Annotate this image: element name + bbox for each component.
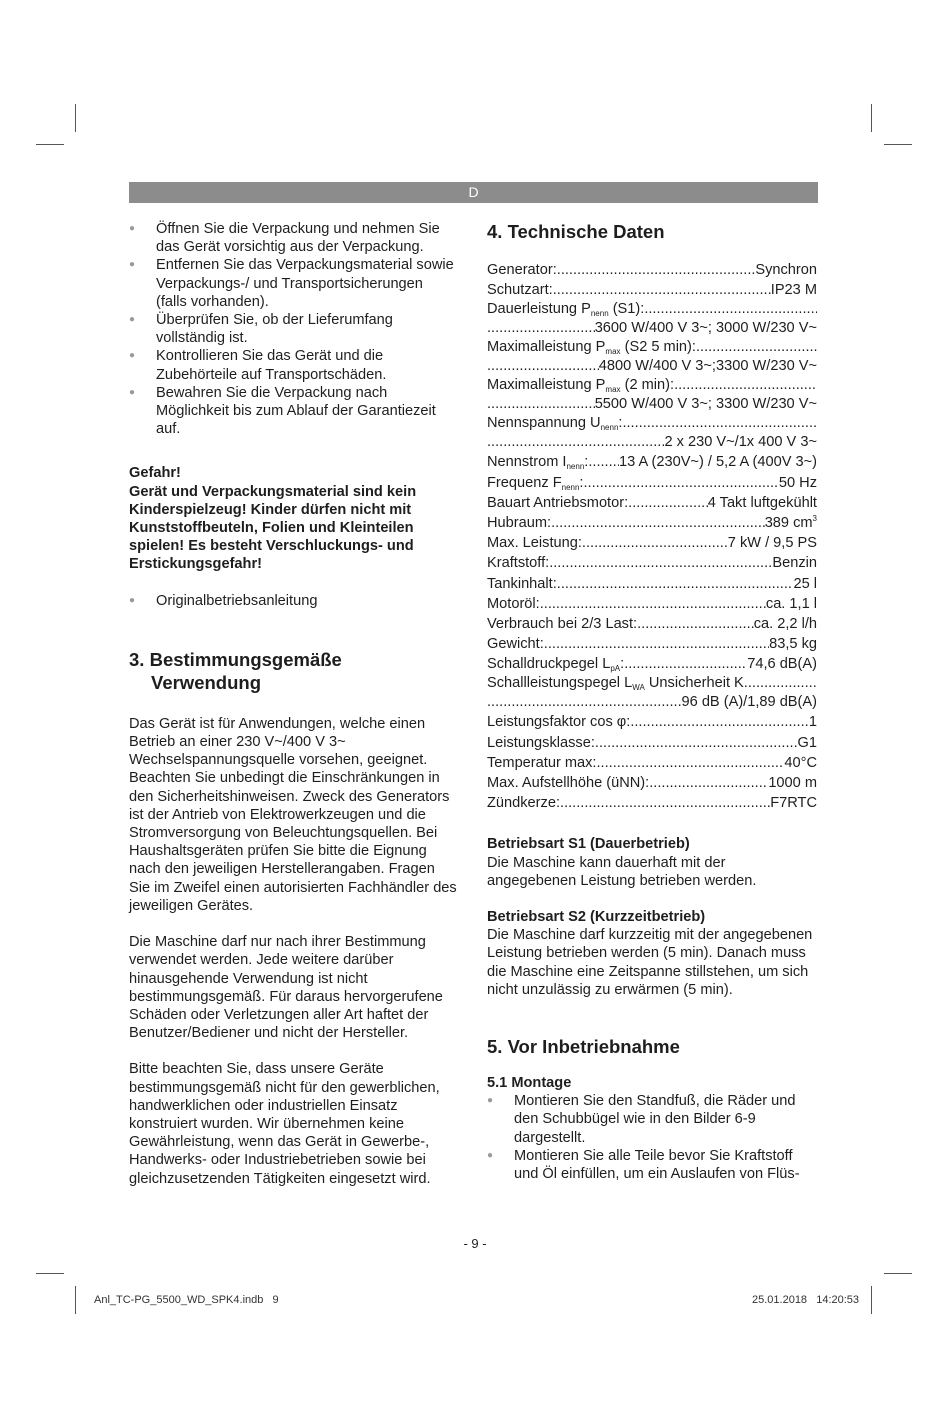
spec-row [487,793,817,813]
crop-mark [871,104,872,132]
spec-value: F7RTC [770,795,817,812]
list-item: ● Bewahren Sie die Verpackung nach Möglichkeit bis zum Ablauf der Garantiezeit auf. [129,384,457,439]
spec-value: 2 x 230 V~/1x 400 V 3~ [664,434,817,451]
spec-row [487,712,817,732]
spec-row [487,473,817,493]
spec-row [487,594,817,614]
paragraph: Bitte beachten Sie, dass unsere Geräte bestimmungsgemäß nicht für den gewerblichen, handwerklichen oder industriellen Einsatz konstruiert wurden. Wir übernehmen keine Gewährleistung, wenn das Gerät in Gewerbe-, Handwerks- oder Industriebetrieben sowie bei gleichzusetzenden Tätigkeiten eingesetzt wird. [129,1061,440,1187]
spec-label: Temperatur max: [487,754,597,771]
spec-row [487,773,817,793]
warning-text: Gerät und Verpackungsmaterial sind kein Kinderspielzeug! Kinder dürfen nicht mit Kunststoffbeuteln, Folien und Kleinteilen spielen! Es besteht Verschluckungs- und Erstickungsgefahr! [129,483,417,573]
spec-value: 3600 W/400 V 3~; 3000 W/230 V~ [594,320,817,337]
language-bar: D [129,182,818,203]
spec-label: Maximalleistung $P_{max}$ (S2 5 min): [487,339,696,357]
spec-row [487,300,817,338]
mode-s1-text: Die Maschine kann dauerhaft mit der angegebenen Leistung betrieben werden. [487,854,757,889]
montage-list [487,1092,817,1183]
spec-value: 5500 W/400 V 3~; 3300 W/230 V~ [594,396,817,413]
spec-row [487,634,817,654]
spec-row [487,513,817,533]
spec-value: G1 [797,734,817,751]
spec-value: 4800 W/400 V 3~;3300 W/230 V~ [598,358,817,375]
spec-value: 40°C [784,754,817,771]
spec-label: Tankinhalt: [487,575,557,592]
spec-table [487,260,817,813]
spec-row [487,533,817,553]
spec-value: Benzin [772,555,817,572]
footer-datetime: 25.01.2018 14:20:53 [752,1294,860,1306]
spec-row [487,280,817,300]
crop-mark [75,1286,76,1314]
crop-mark [36,1273,64,1274]
crop-mark [75,104,76,132]
spec-label: Gewicht: [487,636,544,653]
spec-label: Hubraum: [487,514,552,531]
section-title: Bestimmungsgemäße [149,648,342,670]
spec-value: Synchron [755,262,817,278]
section-3-heading [129,648,457,694]
spec-value: 74,6 dB(A) [747,656,817,673]
spec-row [487,674,817,712]
crop-mark [36,144,64,145]
left-column [129,220,457,1188]
list-item: ● Montieren Sie den Standfuß, die Räder und den Schubbügel wie in den Bilder 6-9 dargestellt. [487,1092,817,1147]
spec-row [487,338,817,376]
montage-title: 5.1 Montage [487,1075,572,1091]
crop-mark [871,1286,872,1314]
crop-mark [884,1273,912,1274]
spec-label: Motoröl: [487,595,540,612]
spec-value: ca. 1,1 l [765,595,817,612]
spec-value: IP23 M [770,282,817,299]
spec-label: Max. Leistung: [487,535,582,552]
spec-row [487,493,817,513]
spec-row [487,654,817,674]
list-item: ● Öffnen Sie die Verpackung und nehmen Sie das Gerät vorsichtig aus der Verpackung. [129,220,457,256]
spec-label: Leistungsklasse: [487,734,595,751]
spec-row [487,733,817,753]
spec-label: Verbrauch bei 2/3 Last: [487,615,638,632]
page-number: - 9 - [463,1236,487,1251]
spec-label: Nennspannung $U_{nenn}$: [487,415,623,433]
spec-label: Schutzart: [487,282,553,299]
spec-row [487,376,817,414]
spec-label: Max. Aufstellhöhe (üNN): [487,775,650,791]
spec-label: Maximalleistung $P_{max}$ (2 min): [487,377,675,395]
spec-value: 389 $cm^3$ [764,513,817,531]
spec-row [487,260,817,280]
footer-file: Anl_TC-PG_5500_WD_SPK4.indb 9 [94,1294,279,1306]
spec-label: Frequenz $F_{nenn}$: [487,474,584,492]
spec-label: Nennstrom $I_{nenn}$: [487,454,589,472]
spec-value: 25 l [793,575,817,592]
spec-row [487,553,817,573]
paragraph: Das Gerät ist für Anwendungen, welche einen Betrieb an einer 230 V~/400 V 3~ Wechselspannungsquelle vorsehen, geeignet. Beachten Sie unbedingt die Einschränkungen in den Sicherheitshinweisen. Zweck des Generators ist der Antrieb von Elektrowerkzeugen und die Stromversorgung von Beleuchtungsquellen. Bei Haushaltsgeräten prüfen Sie bitte die Eignung nach den jeweiligen Herstellerangaben. Fragen Sie im Zweifel einen autorisierten Fachhändler des jeweiligen Gerätes. [129,715,457,914]
spec-label: Schalldruckpegel $L_{pA}$: [487,656,625,674]
right-column [487,220,817,1183]
spec-value: 1 [808,714,817,731]
list-item: ● Kontrollieren Sie das Gerät und die Zubehörteile auf Transportschäden. [129,347,457,383]
list-item: ● Originalbetriebsanleitung [129,592,457,610]
section-4-heading: 4. Technische Daten [487,221,665,242]
spec-value: ca. 2,2 l/h [753,615,817,632]
section-5-heading: 5. Vor Inbetriebnahme [487,1036,680,1057]
crop-mark [884,144,912,145]
spec-value: 13 A (230V~) / 5,2 A (400V 3~) [619,454,817,471]
spec-label: Bauart Antriebsmotor: [487,494,629,511]
list-item: ● Entfernen Sie das Verpackungsmaterial sowie Verpackungs-/ und Transportsicherungen (falls vorhanden). [129,256,457,311]
spec-label: Dauerleistung $P_{nenn}$ (S1): [487,301,645,319]
spec-label: Generator: [487,262,557,278]
unpack-list [129,220,457,438]
spec-row [487,414,817,452]
spec-value: 4 Takt luftgekühlt [707,494,817,511]
spec-row [487,753,817,773]
spec-value: 7 kW / 9,5 PS [727,535,817,552]
section-title-cont: Verwendung [151,671,261,693]
manual-list [129,592,457,610]
mode-s1-title: Betriebsart S1 (Dauerbetrieb) [487,836,690,853]
list-item: ● Montieren Sie alle Teile bevor Sie Kraftstoff und Öl einfüllen, um ein Auslaufen von Flüs- [487,1147,817,1183]
spec-row [487,574,817,594]
spec-label: Schallleistungspegel $L_{WA}$ Unsicherheit K [487,675,744,693]
list-item: ● Überprüfen Sie, ob der Lieferumfang vollständig ist. [129,311,457,347]
mode-s2-text: Die Maschine darf kurzzeitig mit der angegebenen Leistung betrieben werden (5 min). Danach muss die Maschine eine Zeitspanne stillstehen, um sich nicht unzulässig zu erwärmen (5 min). [487,927,813,998]
spec-label: Kraftstoff: [487,555,550,572]
mode-s2-title: Betriebsart S2 (Kurzzeitbetrieb) [487,908,706,925]
spec-label: Leistungsfaktor cos φ: [487,714,631,731]
spec-value: 50 Hz [778,474,817,491]
spec-row [487,614,817,634]
paragraph: Die Maschine darf nur nach ihrer Bestimmung verwendet werden. Jede weitere darüber hinausgehende Verwendung ist nicht bestimmungsgemäß. Für daraus hervorgerufene Schäden oder Verletzungen aller Art haftet der Benutzer/Bediener und nicht der Hersteller. [129,934,443,1042]
spec-row [487,452,817,472]
spec-value: 96 dB (A)/1,89 dB(A) [681,694,817,711]
section-number: 3. [129,648,145,670]
warning-title: Gefahr! [129,465,181,482]
spec-value: 83,5 kg [769,636,817,653]
spec-label: Zündkerze: [487,795,561,812]
spec-value: 1000 m [768,775,817,791]
